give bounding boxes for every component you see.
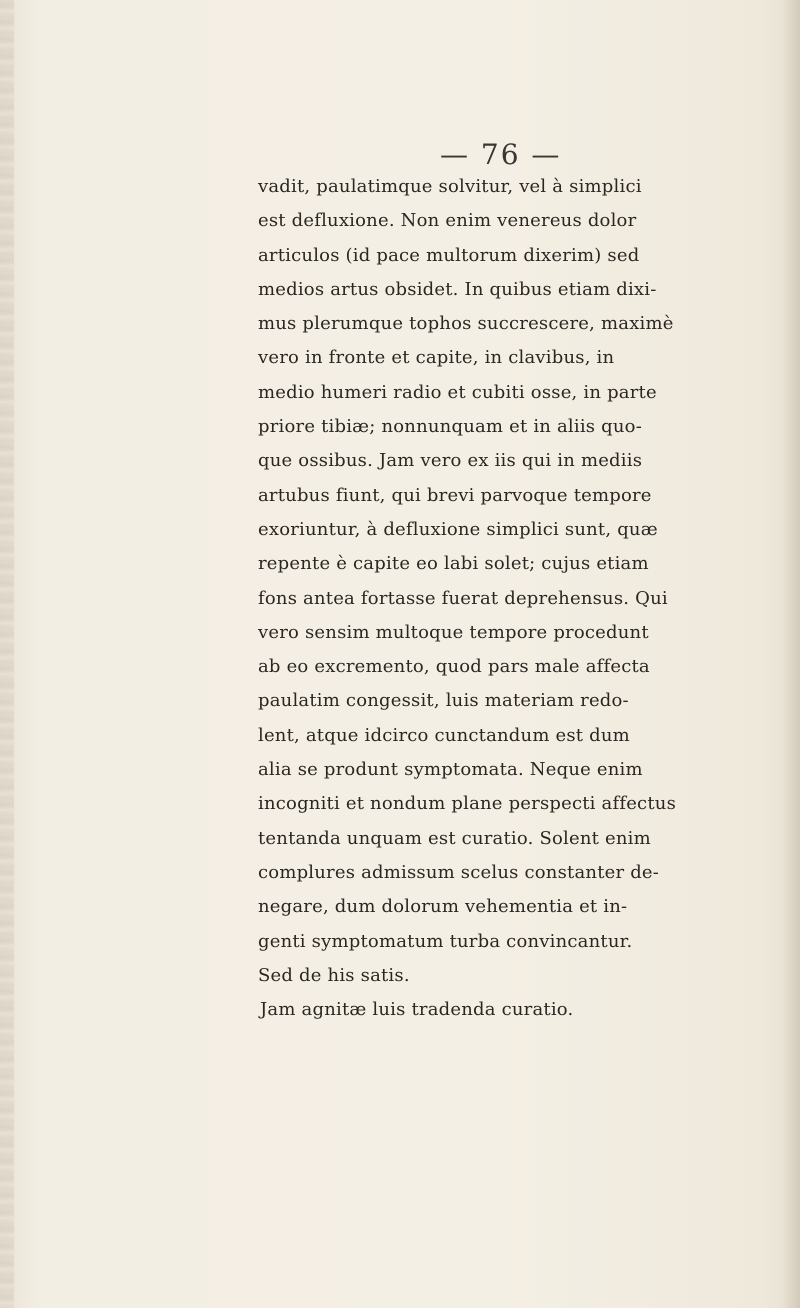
text-line: articulos (id pace multorum dixerim) sed — [258, 244, 640, 266]
text-line: alia se produnt symptomata. Neque enim — [258, 759, 643, 781]
text-line: vero in fronte et capite, in clavibus, in — [258, 347, 615, 369]
text-line: que ossibus. Jam vero ex iis qui in mediis — [258, 450, 643, 472]
text-line: incogniti et nondum plane perspecti affectus — [258, 793, 677, 815]
text-line: lent, atque idcirco cunctandum est dum — [258, 724, 630, 746]
text-line: complures admissum scelus constanter de- — [258, 861, 660, 883]
text-line: repente è capite eo labi solet; cujus etiam — [258, 553, 649, 575]
text-line: Sed de his satis. — [258, 964, 410, 986]
text-line: mus plerumque tophos succrescere, maximè — [258, 313, 674, 335]
text-line: medios artus obsidet. In quibus etiam dixi- — [258, 278, 657, 300]
text-line: Jam agnitæ luis tradenda curatio. — [260, 999, 574, 1021]
text-line: vero sensim multoque tempore procedunt — [258, 621, 649, 643]
text-line: vadit, paulatimque solvitur, vel à simplici — [258, 176, 642, 197]
text-line: priore tibiæ; nonnunquam et in aliis quo- — [258, 416, 642, 438]
binding-gutter — [0, 0, 14, 1308]
text-line: tentanda unquam est curatio. Solent enim — [258, 827, 651, 849]
text-line: paulatim congessit, luis materiam redo- — [258, 690, 629, 712]
text-line: artubus fiunt, qui brevi parvoque tempore — [258, 484, 652, 506]
page-number: — 76 — — [440, 138, 562, 171]
body-text — [258, 170, 800, 1027]
text-line: negare, dum dolorum vehementia et in- — [258, 896, 628, 918]
text-line: exoriuntur, à defluxione simplici sunt, quæ — [258, 518, 658, 540]
text-line: ab eo excremento, quod pars male affecta — [258, 656, 650, 678]
text-line: genti symptomatum turba convincantur. — [258, 930, 633, 952]
text-line: est defluxione. Non enim venereus dolor — [258, 210, 637, 232]
text-line: medio humeri radio et cubiti osse, in parte — [258, 381, 657, 403]
text-line: fons antea fortasse fuerat deprehensus. Qui — [258, 587, 668, 609]
